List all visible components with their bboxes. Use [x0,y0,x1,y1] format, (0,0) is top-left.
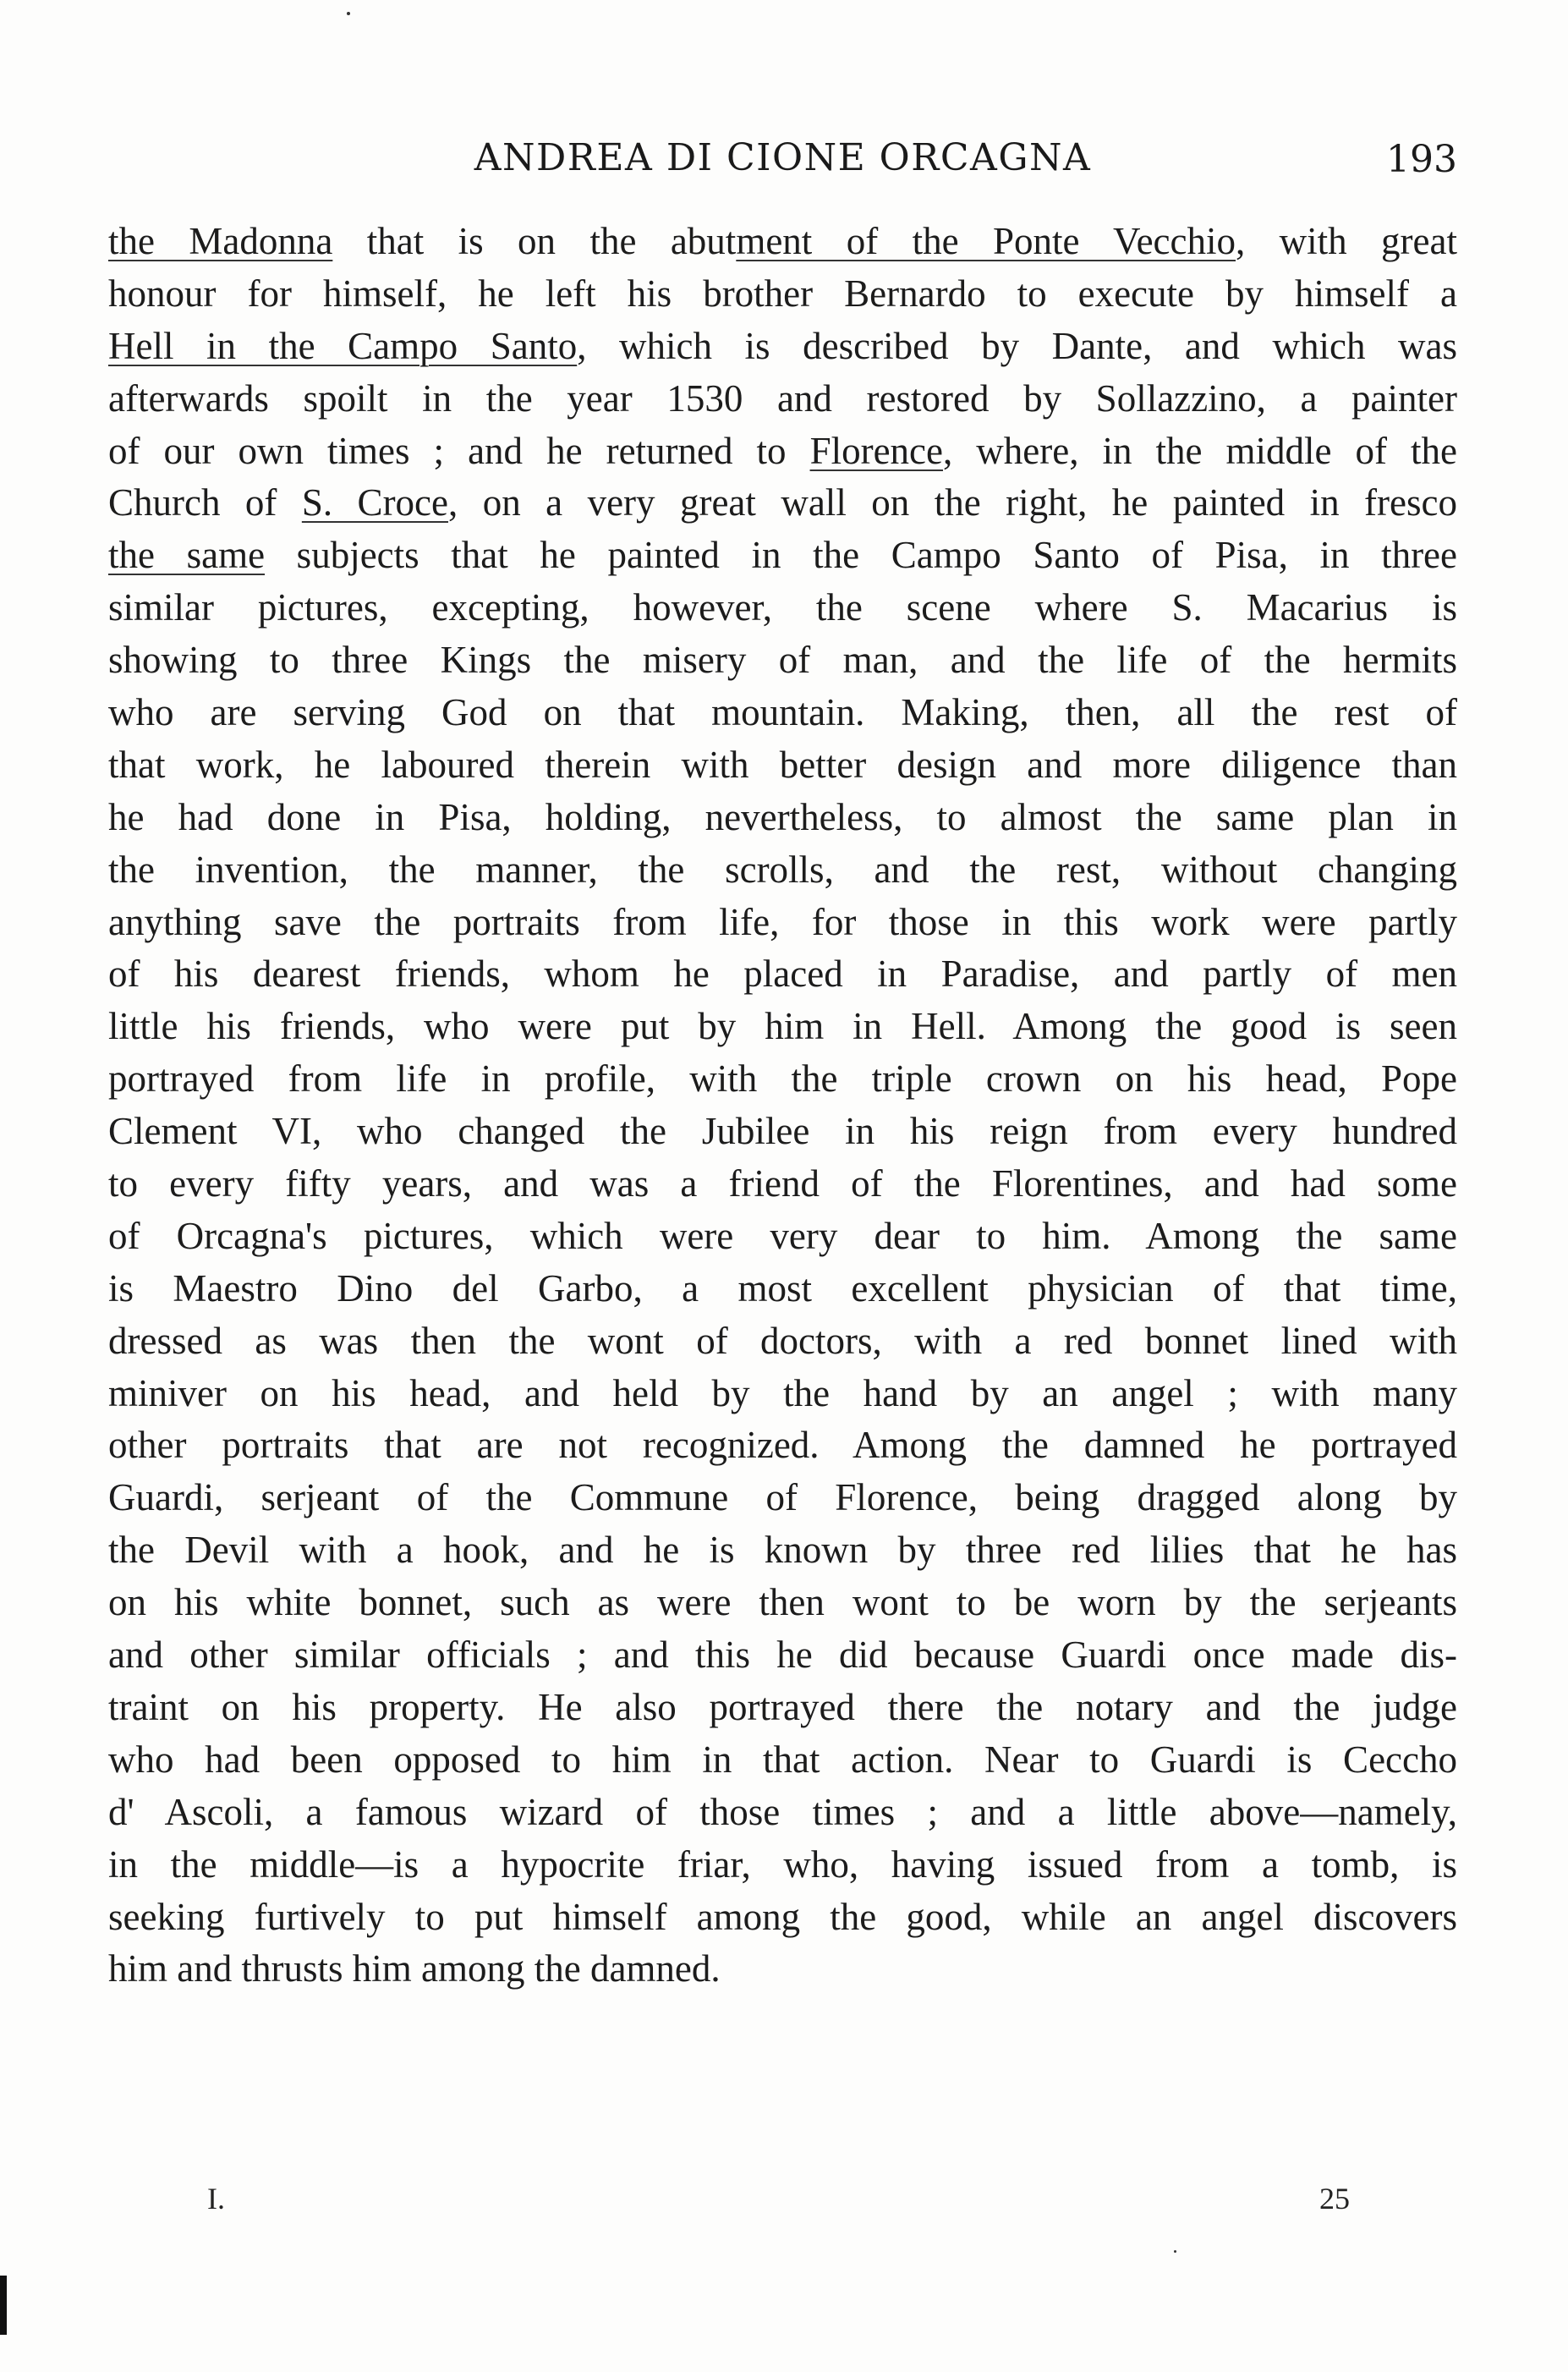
text-segment: who are serving God on that mountain. Making, then, all the rest of [108,691,1457,734]
text-segment: , with great [1236,220,1457,262]
text-line [108,1315,1457,1368]
text-line [108,1106,1457,1158]
text-line [108,1001,1457,1053]
text-line [108,739,1457,792]
text-line [108,1053,1457,1106]
text-segment: of our own times ; and he returned to [108,429,810,472]
text-line [108,948,1457,1001]
text-segment: him and thrusts him among the damned. [108,1947,721,1990]
text-line [108,687,1457,739]
text-line [108,426,1457,478]
page-header [108,129,1457,188]
text-line [108,268,1457,321]
signature-mark: I. [207,2182,225,2216]
text-segment: subjects that he painted in the Campo Santo of Pisa, in three [265,534,1457,577]
text-segment: Church of [108,481,302,524]
text-line [108,792,1457,844]
text-line [108,1787,1457,1839]
text-segment: honour for himself, he left his brother Bernardo to execute by himself a [108,272,1457,315]
text-line [108,1734,1457,1787]
text-line [108,582,1457,634]
page-speck [1174,2250,1176,2253]
page-speck [347,12,350,15]
text-line [108,1892,1457,1944]
text-line [108,1943,1457,1996]
underlined-phrase: ment of the Ponte Vecchio [736,220,1236,262]
text-segment: miniver on his head, and held by the hand by an angel ; with many [108,1371,1457,1414]
text-segment: , on a very great wall on the right, he painted in fresco [448,481,1457,524]
underlined-phrase: S. Croce [301,481,449,524]
text-segment: and other similar officials ; and this he did because Guardi once made dis- [108,1633,1457,1677]
underlined-phrase: the Madonna [108,220,333,262]
text-line [108,1263,1457,1315]
text-segment: traint on his property. He also portrayed there the notary and the judge [108,1685,1457,1728]
text-line [108,1158,1457,1211]
text-segment: afterwards spoilt in the year 1530 and restored by Sollazzino, a painter [108,376,1457,420]
text-line [108,373,1457,426]
text-segment: Clement VI, who changed the Jubilee in his reign from every hundred [108,1110,1457,1153]
text-segment: little his friends, who were put by him in Hell. Among the good is seen [108,1005,1457,1048]
text-segment: that work, he laboured therein with better design and more diligence than [108,743,1457,786]
text-segment: portrayed from life in profile, with the triple crown on his head, Pope [108,1057,1457,1101]
text-segment: to every fifty years, and was a friend of the Florentines, and had some [108,1162,1457,1205]
scan-edge-mark [0,2276,7,2335]
text-segment: of his dearest friends, whom he placed in Paradise, and partly of men [108,953,1457,996]
text-line [108,321,1457,373]
text-line [108,216,1457,268]
text-line [108,844,1457,897]
text-segment: the invention, the manner, the scrolls, and the rest, without changing [108,848,1457,891]
text-segment: , which is described by Dante, and which was [577,324,1457,367]
text-segment: d' Ascoli, a famous wizard of those times ; and a little above—namely, [108,1790,1457,1833]
text-line [108,477,1457,530]
text-segment: is Maestro Dino del Garbo, a most excellent physician of that time, [108,1266,1457,1310]
text-segment: seeking furtively to put himself among the good, while an angel discovers [108,1895,1457,1938]
underlined-phrase: Florence [809,429,943,472]
text-segment: who had been opposed to him in that action. Near to Guardi is Ceccho [108,1738,1457,1781]
text-segment: in the middle—is a hypocrite friar, who, having issued from a tomb, is [108,1842,1457,1886]
text-segment: he had done in Pisa, holding, nevertheless, to almost the same plan in [108,795,1457,838]
text-line [108,897,1457,949]
page-number: 193 [1386,138,1457,181]
text-segment: showing to three Kings the misery of man, and the life of the hermits [108,639,1457,682]
text-segment: , where, in the middle of the [943,429,1457,472]
text-line [108,1472,1457,1524]
text-line [108,1629,1457,1682]
text-line [108,1368,1457,1420]
text-segment: Guardi, serjeant of the Commune of Florence, being dragged along by [108,1476,1457,1519]
text-segment: that is on the abut [332,220,737,262]
text-line [108,1577,1457,1629]
text-segment: on his white bonnet, such as were then wont to be worn by the serjeants [108,1581,1457,1624]
text-line [108,1419,1457,1472]
text-line [108,1839,1457,1892]
text-segment: anything save the portraits from life, for those in this work were partly [108,900,1457,943]
text-line [108,1682,1457,1734]
text-segment: the Devil with a hook, and he is known by three red lilies that he has [108,1529,1457,1572]
text-line [108,634,1457,687]
text-segment: dressed as was then the wont of doctors, with a red bonnet lined with [108,1319,1457,1362]
folio-number: 25 [1319,2182,1350,2216]
text-line [108,1524,1457,1577]
underlined-phrase: Hell in the Campo Santo [108,324,578,367]
underlined-phrase: the same [108,534,266,577]
text-segment: similar pictures, excepting, however, the scene where S. Macarius is [108,586,1457,629]
body-text [108,216,1457,1996]
text-segment: other portraits that are not recognized. Among the damned he portrayed [108,1424,1457,1467]
text-line [108,530,1457,582]
text-line [108,1211,1457,1263]
text-segment: of Orcagna's pictures, which were very dear to him. Among the same [108,1214,1457,1257]
running-head: ANDREA DI CIONE ORCAGNA [474,136,1092,179]
